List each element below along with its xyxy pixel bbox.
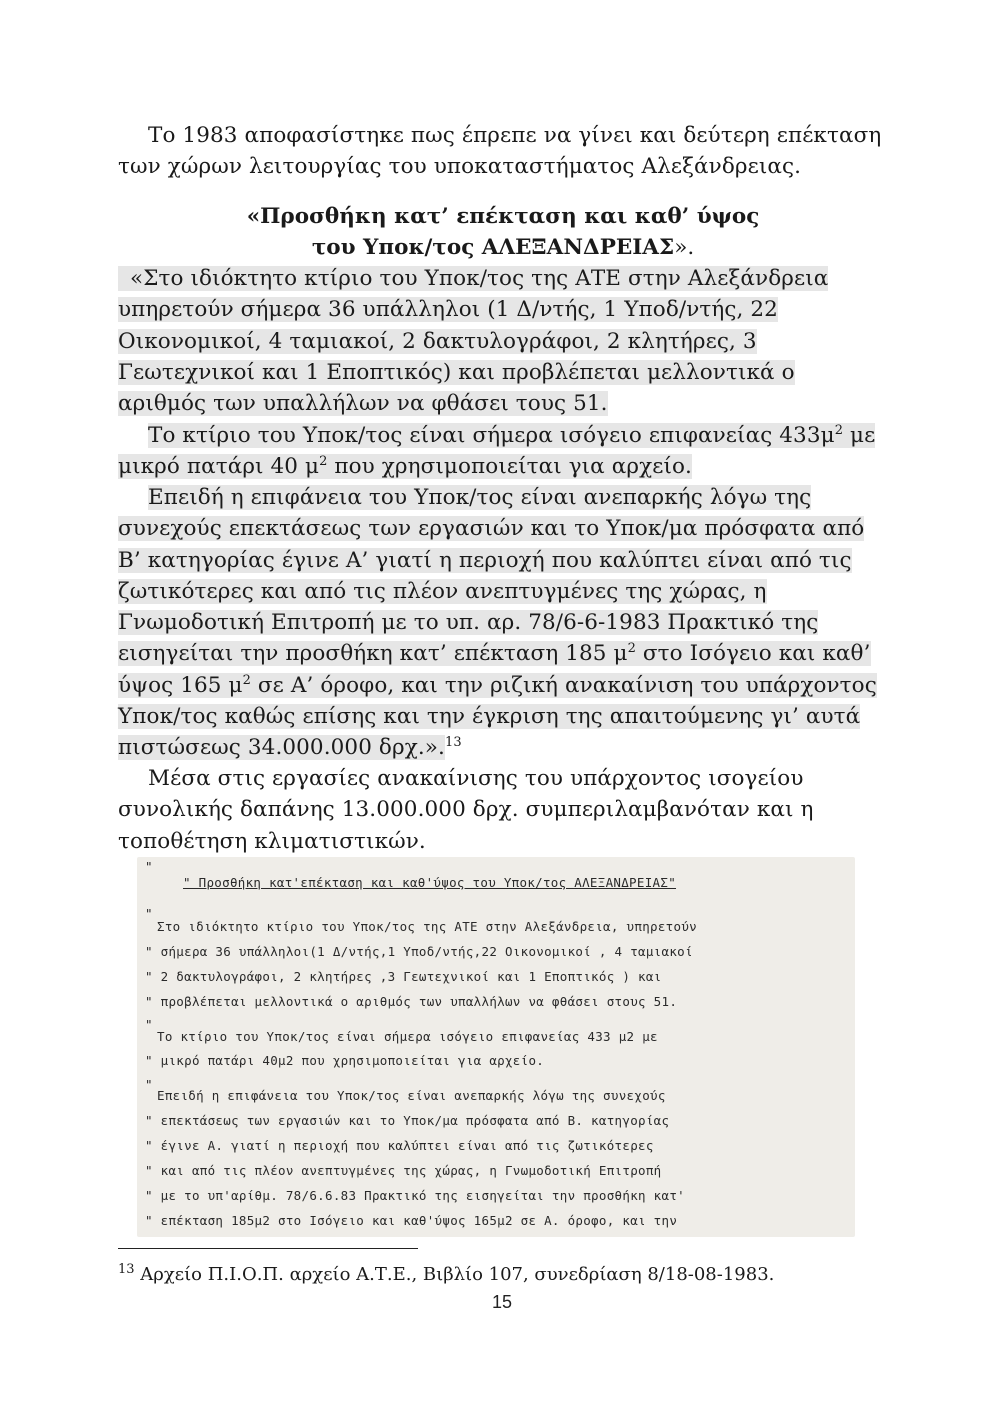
quote-paragraph-2 — [118, 420, 888, 483]
footnote-number: 13 — [118, 1262, 135, 1277]
scan-line: " επεκτάσεως των εργασιών και το Υποκ/μα πρόσφατα από Β. κατηγορίας — [145, 1113, 670, 1128]
scan-line: " σήμερα 36 υπάλληλοι(1 Δ/ντής,1 Υποδ/ντής,22 Οικονομικοί , 4 ταμιακοί — [145, 944, 693, 959]
page-number: 15 — [491, 1292, 513, 1312]
intro-text: Το 1983 αποφασίστηκε πως έπρεπε να γίνει και δεύτερη επέκταση των χώρων λειτουργίας του υποκαταστήματος Αλεξάνδρειας. — [118, 123, 882, 180]
scan-line: " — [145, 1017, 153, 1032]
scan-line: Επειδή η επιφάνεια του Υποκ/τος είναι ανεπαρκής λόγω της συνεχούς — [157, 1088, 666, 1103]
scan-line: " 2 δακτυλογράφοι, 2 κλητήρες ,3 Γεωτεχνικοί και 1 Εποπτικός ) και — [145, 969, 662, 984]
scan-line: " — [145, 906, 153, 921]
closing-paragraph — [118, 763, 888, 857]
superscript-2: 2 — [319, 454, 328, 470]
quote3-part-c: σε Α’ όροφο, και την ριζική ανακαίνιση του υπάρχοντος Υποκ/τος καθώς επίσης και την έγκριση της απαιτούμενης γι’ αυτά πιστώσεως 34.000.000 δρχ.». — [118, 672, 877, 761]
footnote — [118, 1263, 774, 1287]
superscript-2: 2 — [834, 422, 844, 438]
scan-line: " μικρό πατάρι 40μ2 που χρησιμοποιείται για αρχείο. — [145, 1053, 545, 1068]
superscript-2: 2 — [242, 672, 251, 688]
scan-line: " προβλέπεται μελλοντικά ο αριθμός των υπαλλήλων να φθάσει στους 51. — [145, 994, 678, 1009]
quote-text-1: «Στο ιδιόκτητο κτίριο του Υποκ/τος της ΑΤΕ στην Αλεξάνδρεια υπηρετούν σήμερα 36 υπάλληλοι (1 Δ/ντής, 1 Υποδ/ντής, 22 Οικονομικοί, 4 ταμιακοί, 2 δακτυλογράφοι, 2 κλητήρες, 3 Γεωτεχνικοί και 1 Εποπτικός) και προβλέπεται μελλοντικά ο αριθμός των υπαλλήλων να φθάσει τους 51. — [118, 266, 829, 417]
quote3-part-b: στο Ισόγειο και καθ’ ύψος 165 μ — [118, 641, 871, 698]
quote3-part-a: Επειδή η επιφάνεια του Υποκ/τος είναι ανεπαρκής λόγω της συνεχούς επεκτάσεως των εργασιών και το Υποκ/μα πρόσφατα από Β’ κατηγορίας έγινε Α’ γιατί η περιοχή που καλύπτει είναι από τις ζωτικότερες και από τις πλέον ανεπτυγμένες της χώρας, η Γνωμοδοτική Επιτροπή με το υπ. αρ. 78/6-6-1983 Πρακτικό της εισηγείται την προσθήκη κατ’ επέκταση 185 μ — [118, 485, 865, 667]
quote-paragraph-3 — [118, 482, 888, 764]
quote2-part-a: Το κτίριο του Υποκ/τος είναι σήμερα ισόγειο επιφανείας 433μ — [148, 423, 835, 448]
closing-text: Μέσα στις εργασίες ανακαίνισης του υπάρχοντος ισογείου συνολικής δαπάνης 13.000.000 δρχ. συμπεριλαμβανόταν και η τοποθέτηση κλιματιστικών. — [118, 766, 814, 854]
footnote-reference: 13 — [444, 735, 462, 751]
scan-line: Το κτίριο του Υποκ/τος είναι σήμερα ισόγειο επιφανείας 433 μ2 με — [157, 1029, 658, 1044]
heading-line-2 — [118, 232, 888, 263]
scan-line: " με το υπ'αρίθμ. 78/6.6.83 Πρακτικό της εισηγείται την προσθήκη κατ' — [145, 1188, 685, 1203]
scan-line: Στο ιδιόκτητο κτίριο του Υποκ/τος της ΑΤΕ στην Αλεξάνδρεια, υπηρετούν — [157, 919, 697, 934]
scan-line: " επέκταση 185μ2 στο Ισόγειο και καθ'ύψος 165μ2 σε Α. όροφο, και την — [145, 1213, 678, 1228]
quote2-part-c: που χρησιμοποιείται για αρχείο. — [327, 454, 692, 480]
scan-line: " και από τις πλέον ανεπτυγμένες της χώρας, η Γνωμοδοτική Επιτροπή — [145, 1163, 662, 1178]
footnote-divider — [118, 1248, 418, 1249]
footnote-text: Αρχείο Π.Ι.Ο.Π. αρχείο Α.Τ.Ε., Βιβλίο 107, συνεδρίαση 8/18-08-1983. — [134, 1264, 775, 1285]
intro-paragraph — [118, 120, 888, 183]
quote-text-3 — [118, 485, 877, 760]
quote2-part-b: με μικρό πατάρι 40 μ — [118, 423, 876, 480]
heading-line-1: «Προσθήκη κατ’ επέκταση και καθ’ ύψος — [246, 204, 760, 229]
section-heading — [118, 201, 888, 263]
scanned-document-excerpt — [137, 857, 855, 1237]
heading-line-2-text: του Υποκ/τος ΑΛΕΞΑΝΔΡΕΙΑΣ — [311, 235, 675, 260]
quote-text-2 — [118, 423, 875, 479]
scan-line: " — [145, 859, 153, 874]
scan-line: " έγινε Α. γιατί η περιοχή που καλύπτει είναι από τις ζωτικότερες — [145, 1138, 654, 1153]
quote-paragraph-1 — [118, 263, 888, 419]
heading-line-2-close: ». — [674, 235, 695, 260]
superscript-2: 2 — [627, 641, 636, 657]
scan-title-line: " Προσθήκη κατ'επέκταση και καθ'ύψος του Υποκ/τος ΑΛΕΞΑΝΔΡΕΙΑΣ" — [183, 875, 677, 890]
scan-line: " — [145, 1077, 153, 1092]
